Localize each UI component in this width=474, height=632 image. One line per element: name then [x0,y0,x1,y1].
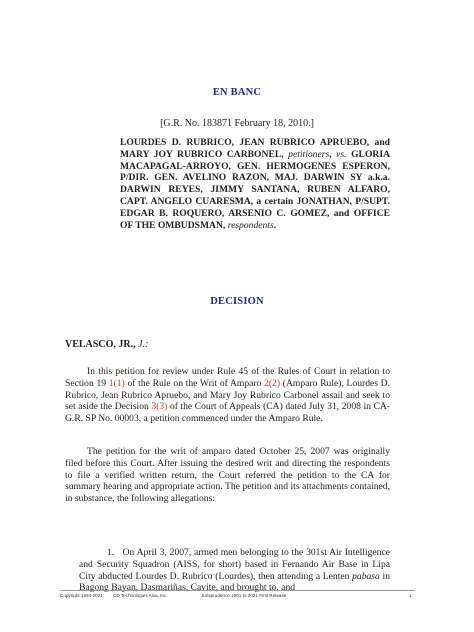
allegation-emphasis: pabasa [352,570,380,582]
case-reference: [G.R. No. 183871 February 18, 2010.] [160,118,314,129]
petitioners-names: LOURDES D. RUBRICO, JEAN RUBRICO APRUEBO, and MARY JOY RUBRICO CARBONEL, [120,137,390,160]
footer-divider [60,590,415,591]
respondents-names: GLORIA MACAPAGAL-ARROYO, GEN. HERMOGENES ESPERON, P/DIR. GEN. AVELINO RAZON, MAJ. DARWIN SY a.k.a. DARWIN REYES, JIMMY SANTANA, RUBEN ALFARO, CAPT. ANGELO CUARESMA, a certain JONATHAN, P/SUPT. EDGAR B. ROQUERO, ARSENIO C. GOMEZ, and OFFICE OF THE OMBUDSMAN, [120,148,390,231]
ponente [65,339,148,350]
footer-page-number: 1 [409,593,412,598]
allegation-number: 1. [107,547,115,558]
footer-company: CD Technologies Asia, Inc. [113,593,168,598]
petitioners-label: petitioners [288,148,330,160]
ponente-name: VELASCO, JR., [65,339,136,350]
p1-text-c: (Amparo Rule), Lourdes D. Rubrico, Jean Rubrico Apruebo, and Mary Joy Rubrico Carbonel assail and seek to set aside the Decision [65,377,391,413]
paragraph-2: The petition for the writ of amparo dated October 25, 2007 was originally filed before this Court. After issuing the desired writ and directing the respondents to file a verified written return, the Court referred the petition to the CA for summary hearing and appropriate action. The petition and its attachments contained, in substance, the following allegations: [65,446,390,505]
allegation-text-b: in Bagong Bayan, Dasmariñas, Cavite, and brought to, and [79,570,390,594]
respondents-label: respondents [227,219,274,231]
case-parties: LOURDES D. RUBRICO, JEAN RUBRICO APRUEBO, and MARY JOY RUBRICO CARBONEL, petitioners, vs. GLORIA MACAPAGAL-ARROYO, GEN. HERMOGENES ESPERON, P/DIR. GEN. AVELINO RAZON, MAJ. DARWIN SY a.k.a. DARWIN REYES, JIMMY SANTANA, RUBEN ALFARO, CAPT. ANGELO CUARESMA, a certain JONATHAN, P/SUPT. EDGAR B. ROQUERO, ARSENIO C. GOMEZ, and OFFICE OF THE OMBUDSMAN, respondents. [120,137,390,231]
paragraph-1 [65,366,390,425]
footnote-link-1[interactable]: 1(1) [108,377,125,389]
decision-heading: DECISION [210,296,264,307]
allegation-text-a: On April 3, 2007, armed men belonging to the 301st Air Intelligence and Security Squadron (AISS, for short) based in Fernando Air Base in Lipa City abducted Lourdes D. Rubrico (Lourdes), then attending a Lenten [79,547,390,582]
footnote-link-3[interactable]: 3(3) [151,401,168,413]
allegation-item-1 [79,547,390,594]
p1-text-a: In this petition for review under Rule 45 of the Rules of Court in relation to Section 19 [65,366,390,389]
versus-text: vs. [336,148,347,160]
p1-text-d: of the Court of Appeals (CA) dated July 31, 2008 in CA-G.R. SP No. 00003, a petition commenced under the Amparo Rule. [65,401,390,425]
footer-copyright: Copyright 1994-2021 [60,593,103,598]
court-division-heading: EN BANC [212,87,262,98]
p1-text-b: of the Rule on the Writ of Amparo [124,377,265,389]
ponente-suffix: J.: [138,339,149,350]
footer-release: Jurisprudence 1901 to 2021 First Release [201,593,287,598]
footnote-link-2[interactable]: 2(2) [264,377,281,389]
